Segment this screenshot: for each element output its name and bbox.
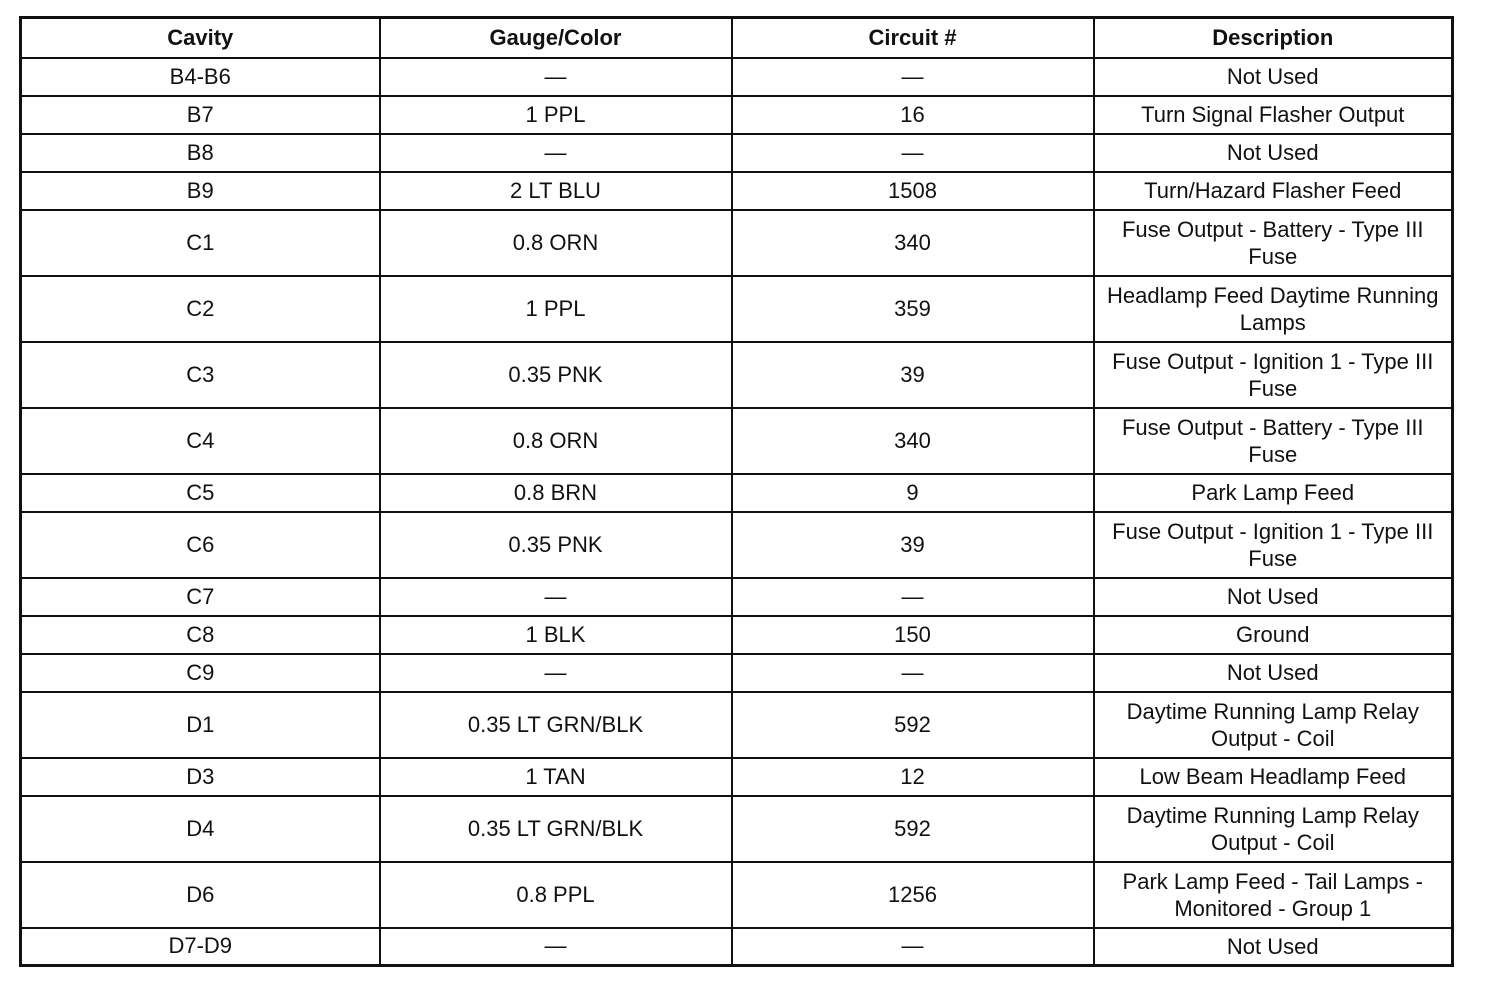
cell-circuit-number: 39 [732,512,1094,578]
cell-description: Ground [1094,616,1453,654]
cell-circuit-number: 359 [732,276,1094,342]
table-row [21,796,1453,862]
table-row [21,474,1453,512]
cell-circuit-number: 592 [732,692,1094,758]
cell-cavity: C5 [21,474,380,512]
cell-description: Not Used [1094,928,1453,966]
cell-cavity: D7-D9 [21,928,380,966]
cell-description: Not Used [1094,578,1453,616]
cell-cavity: C2 [21,276,380,342]
table-row [21,862,1453,928]
cell-gauge-color: 0.35 PNK [380,512,732,578]
cell-description: Low Beam Headlamp Feed [1094,758,1453,796]
table-row [21,616,1453,654]
cell-circuit-number: 1256 [732,862,1094,928]
table-body [21,58,1453,966]
cell-description: Not Used [1094,134,1453,172]
cell-circuit-number: — [732,654,1094,692]
table-row [21,578,1453,616]
cell-circuit-number: — [732,58,1094,96]
cell-description: Park Lamp Feed - Tail Lamps - Monitored - Group 1 [1094,862,1453,928]
cell-cavity: D4 [21,796,380,862]
table-row [21,512,1453,578]
cell-cavity: C8 [21,616,380,654]
cell-gauge-color: 0.8 PPL [380,862,732,928]
header-cavity: Cavity [21,18,380,58]
cell-gauge-color: 1 TAN [380,758,732,796]
cell-description: Daytime Running Lamp Relay Output - Coil [1094,692,1453,758]
table-row [21,172,1453,210]
cell-description: Fuse Output - Battery - Type III Fuse [1094,210,1453,276]
table-row [21,692,1453,758]
header-circuit-number: Circuit # [732,18,1094,58]
cell-cavity: C1 [21,210,380,276]
table-row [21,210,1453,276]
table-row [21,342,1453,408]
cell-cavity: B9 [21,172,380,210]
cell-cavity: B4-B6 [21,58,380,96]
cell-cavity: D3 [21,758,380,796]
cell-cavity: C7 [21,578,380,616]
cell-circuit-number: 1508 [732,172,1094,210]
cell-description: Not Used [1094,654,1453,692]
header-description: Description [1094,18,1453,58]
cell-description: Fuse Output - Battery - Type III Fuse [1094,408,1453,474]
cell-description: Daytime Running Lamp Relay Output - Coil [1094,796,1453,862]
cell-circuit-number: — [732,134,1094,172]
cell-cavity: B7 [21,96,380,134]
table-row [21,134,1453,172]
connector-cavity-table [19,16,1454,967]
cell-circuit-number: 9 [732,474,1094,512]
cell-description: Headlamp Feed Daytime Running Lamps [1094,276,1453,342]
cell-gauge-color: 1 BLK [380,616,732,654]
cell-gauge-color: — [380,928,732,966]
cell-description: Turn/Hazard Flasher Feed [1094,172,1453,210]
cell-circuit-number: 340 [732,408,1094,474]
cell-description: Turn Signal Flasher Output [1094,96,1453,134]
cell-description: Not Used [1094,58,1453,96]
cell-gauge-color: 0.35 LT GRN/BLK [380,796,732,862]
cell-cavity: C9 [21,654,380,692]
cell-cavity: B8 [21,134,380,172]
table-row [21,276,1453,342]
cell-circuit-number: 592 [732,796,1094,862]
cell-cavity: D1 [21,692,380,758]
cell-gauge-color: 0.35 PNK [380,342,732,408]
cell-gauge-color: 0.8 ORN [380,210,732,276]
cell-gauge-color: — [380,134,732,172]
cell-cavity: C3 [21,342,380,408]
header-gauge-color: Gauge/Color [380,18,732,58]
table-row [21,96,1453,134]
table-row [21,58,1453,96]
table-row [21,654,1453,692]
cell-circuit-number: — [732,578,1094,616]
header-row [21,18,1453,58]
cell-gauge-color: — [380,654,732,692]
cell-circuit-number: 16 [732,96,1094,134]
cell-gauge-color: — [380,578,732,616]
cell-circuit-number: 340 [732,210,1094,276]
table-row [21,928,1453,966]
cell-gauge-color: 0.8 ORN [380,408,732,474]
cell-cavity: C6 [21,512,380,578]
cell-circuit-number: — [732,928,1094,966]
cell-gauge-color: 1 PPL [380,96,732,134]
cell-cavity: C4 [21,408,380,474]
cell-gauge-color: 1 PPL [380,276,732,342]
cell-gauge-color: 0.35 LT GRN/BLK [380,692,732,758]
table-row [21,408,1453,474]
cell-circuit-number: 39 [732,342,1094,408]
cell-description: Fuse Output - Ignition 1 - Type III Fuse [1094,342,1453,408]
cell-circuit-number: 12 [732,758,1094,796]
cell-gauge-color: — [380,58,732,96]
table-row [21,758,1453,796]
cell-circuit-number: 150 [732,616,1094,654]
cell-cavity: D6 [21,862,380,928]
cell-description: Park Lamp Feed [1094,474,1453,512]
cell-description: Fuse Output - Ignition 1 - Type III Fuse [1094,512,1453,578]
cell-gauge-color: 2 LT BLU [380,172,732,210]
cell-gauge-color: 0.8 BRN [380,474,732,512]
